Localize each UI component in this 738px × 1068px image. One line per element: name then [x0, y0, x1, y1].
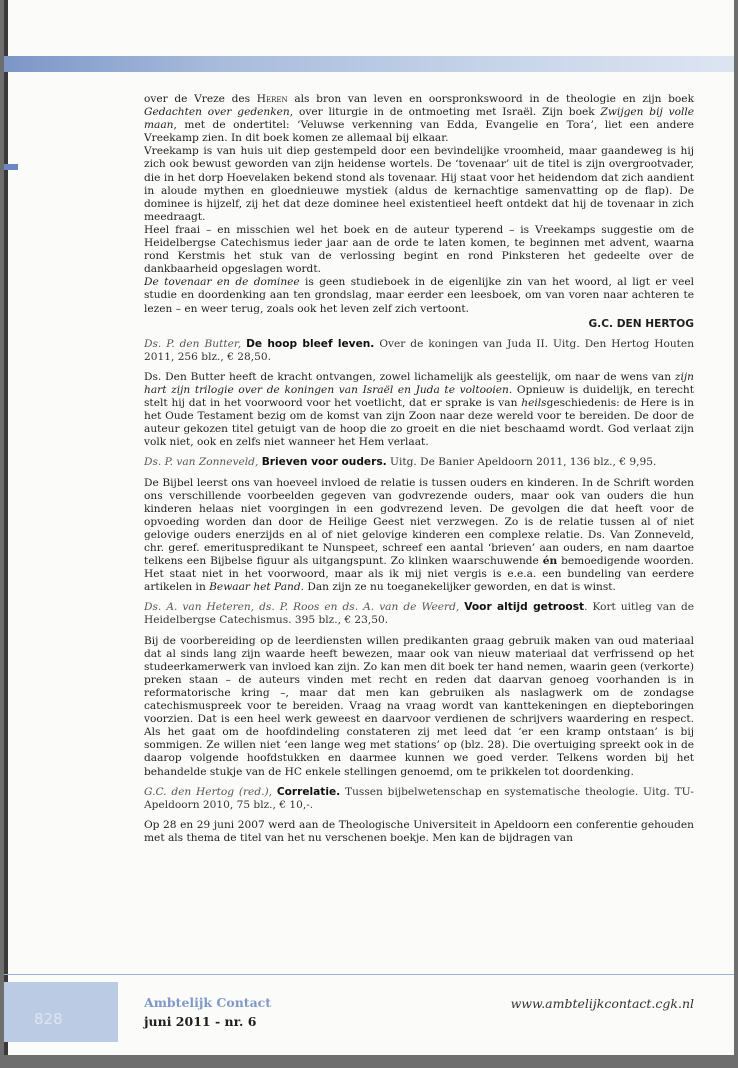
footer-rule	[4, 974, 734, 975]
review-signature: G.C. DEN HERTOG	[588, 317, 694, 330]
review-body-4: Op 28 en 29 juni 2007 werd aan de Theologische Universiteit in Apeldoorn een conferentie gehouden met als thema de titel van het nu verschenen boekje. Men kan de bijdragen van	[144, 818, 694, 844]
website-url: www.ambtelijkcontact.cgk.nl	[510, 996, 694, 1011]
header-band	[4, 56, 734, 72]
review-body-3: Bij de voorbereiding op de leerdiensten willen predikanten graag gebruik maken van oud materiaal dat al sinds lang zijn waarde heeft bewezen, maar ook van nieuw materiaal dat verfrissend op het studeerkamerwerk van invloed kan zijn. Zo kan men dit boek ter hand nemen, waarin geen (verkorte) preken staan – de auteurs vinden met recht en reden dat daarvan genoeg voorhanden is in reformatorische kring –, maar dat men kan gebruiken als naslagwerk om de zondagse catechismuspreek voor te bereiden. Vraag na vraag wordt van kanttekeningen en diepteboringen voorzien. Dat is een heel werk geweest en daarvoor verdienen de schrijvers waardering en respect. Als het gaat om de hoofdindeling constateren zij met leed dat ‘er een kramp ontstaan’ is bij sommigen. Ze willen niet ‘een lange weg met stations’ op (blz. 28). Die overtuiging spreekt ook in de daarop volgende hoofdstukken en daarmee kunnen we goed verder. Telkens worden bij het behandelde stukje van de HC enkele stellingen genoemd, om te prikkelen tot doordenking.	[144, 634, 694, 778]
intro-paragraph-1: over de Vreze des Heren als bron van leven en oorspronkswoord in de theologie en zijn boek Gedachten over gedenken, over liturgie in de ontmoeting met Israël. Zijn boek Zwijgen bij volle maan, met de ondertitel: ‘Veluwse verkenning van Edda, Evangelie en Tora’, liet een andere Vreekamp zien. In dit boek komen ze allemaal bij elkaar.	[144, 93, 695, 145]
intro-paragraph-3: Heel fraai – en misschien wel het boek en de auteur typerend – is Vreekamps suggestie om de Heidelbergse Catechismus ieder jaar aan de orde te laten komen, te beginnen met advent, waarna rond Kerstmis het stuk van de verlossing begint en rond Pinksteren het gedeelte over de dankbaarheid opgeslagen wordt.	[144, 223, 694, 276]
review-body-1: Ds. Den Butter heeft de kracht ontvangen, zowel lichamelijk als geestelijk, om naar de wens van zijn hart zijn trilogie over de koningen van Israël en Juda te voltooien. Opnieuw is duidelijk, en terecht stelt hij dat in het voorwoord voor het voetlicht, dat er sprake is van heilsgeschiedenis: de Here is in het Oude Testament bezig om de komst van zijn Zoon naar deze wereld voor te bereiden. De door de auteur gekozen titel getuigt van de hoop die zo groeit en die niet beschaamd wordt. God verlaat zijn volk niet, ook en zelfs niet wanneer het Hem verlaat.	[144, 370, 694, 449]
issue-label: juni 2011 - nr. 6	[144, 1014, 257, 1029]
book-heading-1: Ds. P. den Butter, De hoop bleef leven. Over de koningen van Juda II. Uitg. Den Hertog Houten 2011, 256 blz., € 28,50.	[144, 337, 695, 363]
margin-marker	[4, 164, 18, 170]
book-heading-3: Ds. A. van Heteren, ds. P. Roos en ds. A. van de Weerd, Voor altijd getroost. Kort uitleg van de Heidelbergse Catechismus. 395 blz., € 23,50.	[144, 601, 694, 627]
page	[4, 0, 734, 1055]
intro-paragraph-4: De tovenaar en de dominee is geen studieboek in de eigenlijke zin van het woord, al ligt er veel studie en doordenking aan ten grondslag, maar eerder een leesboek, om van voren naar achteren te lezen – en weer terug, zoals ook het leven zelf zich vertoont.	[144, 276, 694, 315]
article-body	[144, 93, 694, 845]
binding-strip	[4, 0, 8, 1055]
review-body-2: De Bijbel leerst ons van hoeveel invloed de relatie is tussen ouders en kinderen. In de Schrift worden ons verschillende voorbeelden gegeven van godvrezende ouders, maar ook van ouders die hun kinderen helaas niet voorgingen in een godvrezend leven. De gevolgen die dat heeft voor de opvoeding worden dan door de Heilige Geest niet verzwegen. Zo is de relatie tussen al of niet gelovige ouders enerzijds en al of niet gelovige kinderen een complexe relatie. Ds. Van Zonneveld, chr. geref. emerituspredikant te Nunspeet, schreef een aantal ‘brieven’ aan ouders, en nam daartoe telkens een Bijbelse figuur als uitgangspunt. Zo klinken waarschuwende én bemoedigende woorden. Het staat niet in het voorwoord, maar als ik mij niet vergis is e.e.a. een bundeling van eerdere artikelen in Bewaar het Pand. Dan zijn ze nu toeganekelijker geworden, en dat is winst.	[144, 476, 694, 594]
book-heading-2: Ds. P. van Zonneveld, Brieven voor ouders. Uitg. De Banier Apeldoorn 2011, 136 blz., € 9,95.	[144, 456, 657, 469]
intro-paragraph-2: Vreekamp is van huis uit diep gestempeld door een bevindelijke vroomheid, maar gaandeweg is hij zich ook bewust geworden van zijn heidense wortels. De ‘tovenaar’ uit de titel is zijn overgrootvader, die in het dorp Hoevelaken bekend stond als tovenaar. Hij staat voor het heidendom dat zich aandient in aloude mythen en gloednieuwe mystiek (aldus de kernachtige samenvatting op de flap). De dominee is hijzelf, zij het dat deze dominee heel existentieel heeft ontdekt dat hij de tovenaar in zich meedraagt.	[144, 145, 694, 223]
book-heading-4: G.C. den Hertog (red.), Correlatie. Tussen bijbelwetenschap en systematische theologie. Uitg. TU-Apeldoorn 2010, 75 blz., € 10,-.	[144, 785, 694, 811]
magazine-name: Ambtelijk Contact	[144, 995, 272, 1010]
page-number: 828	[34, 1010, 63, 1028]
